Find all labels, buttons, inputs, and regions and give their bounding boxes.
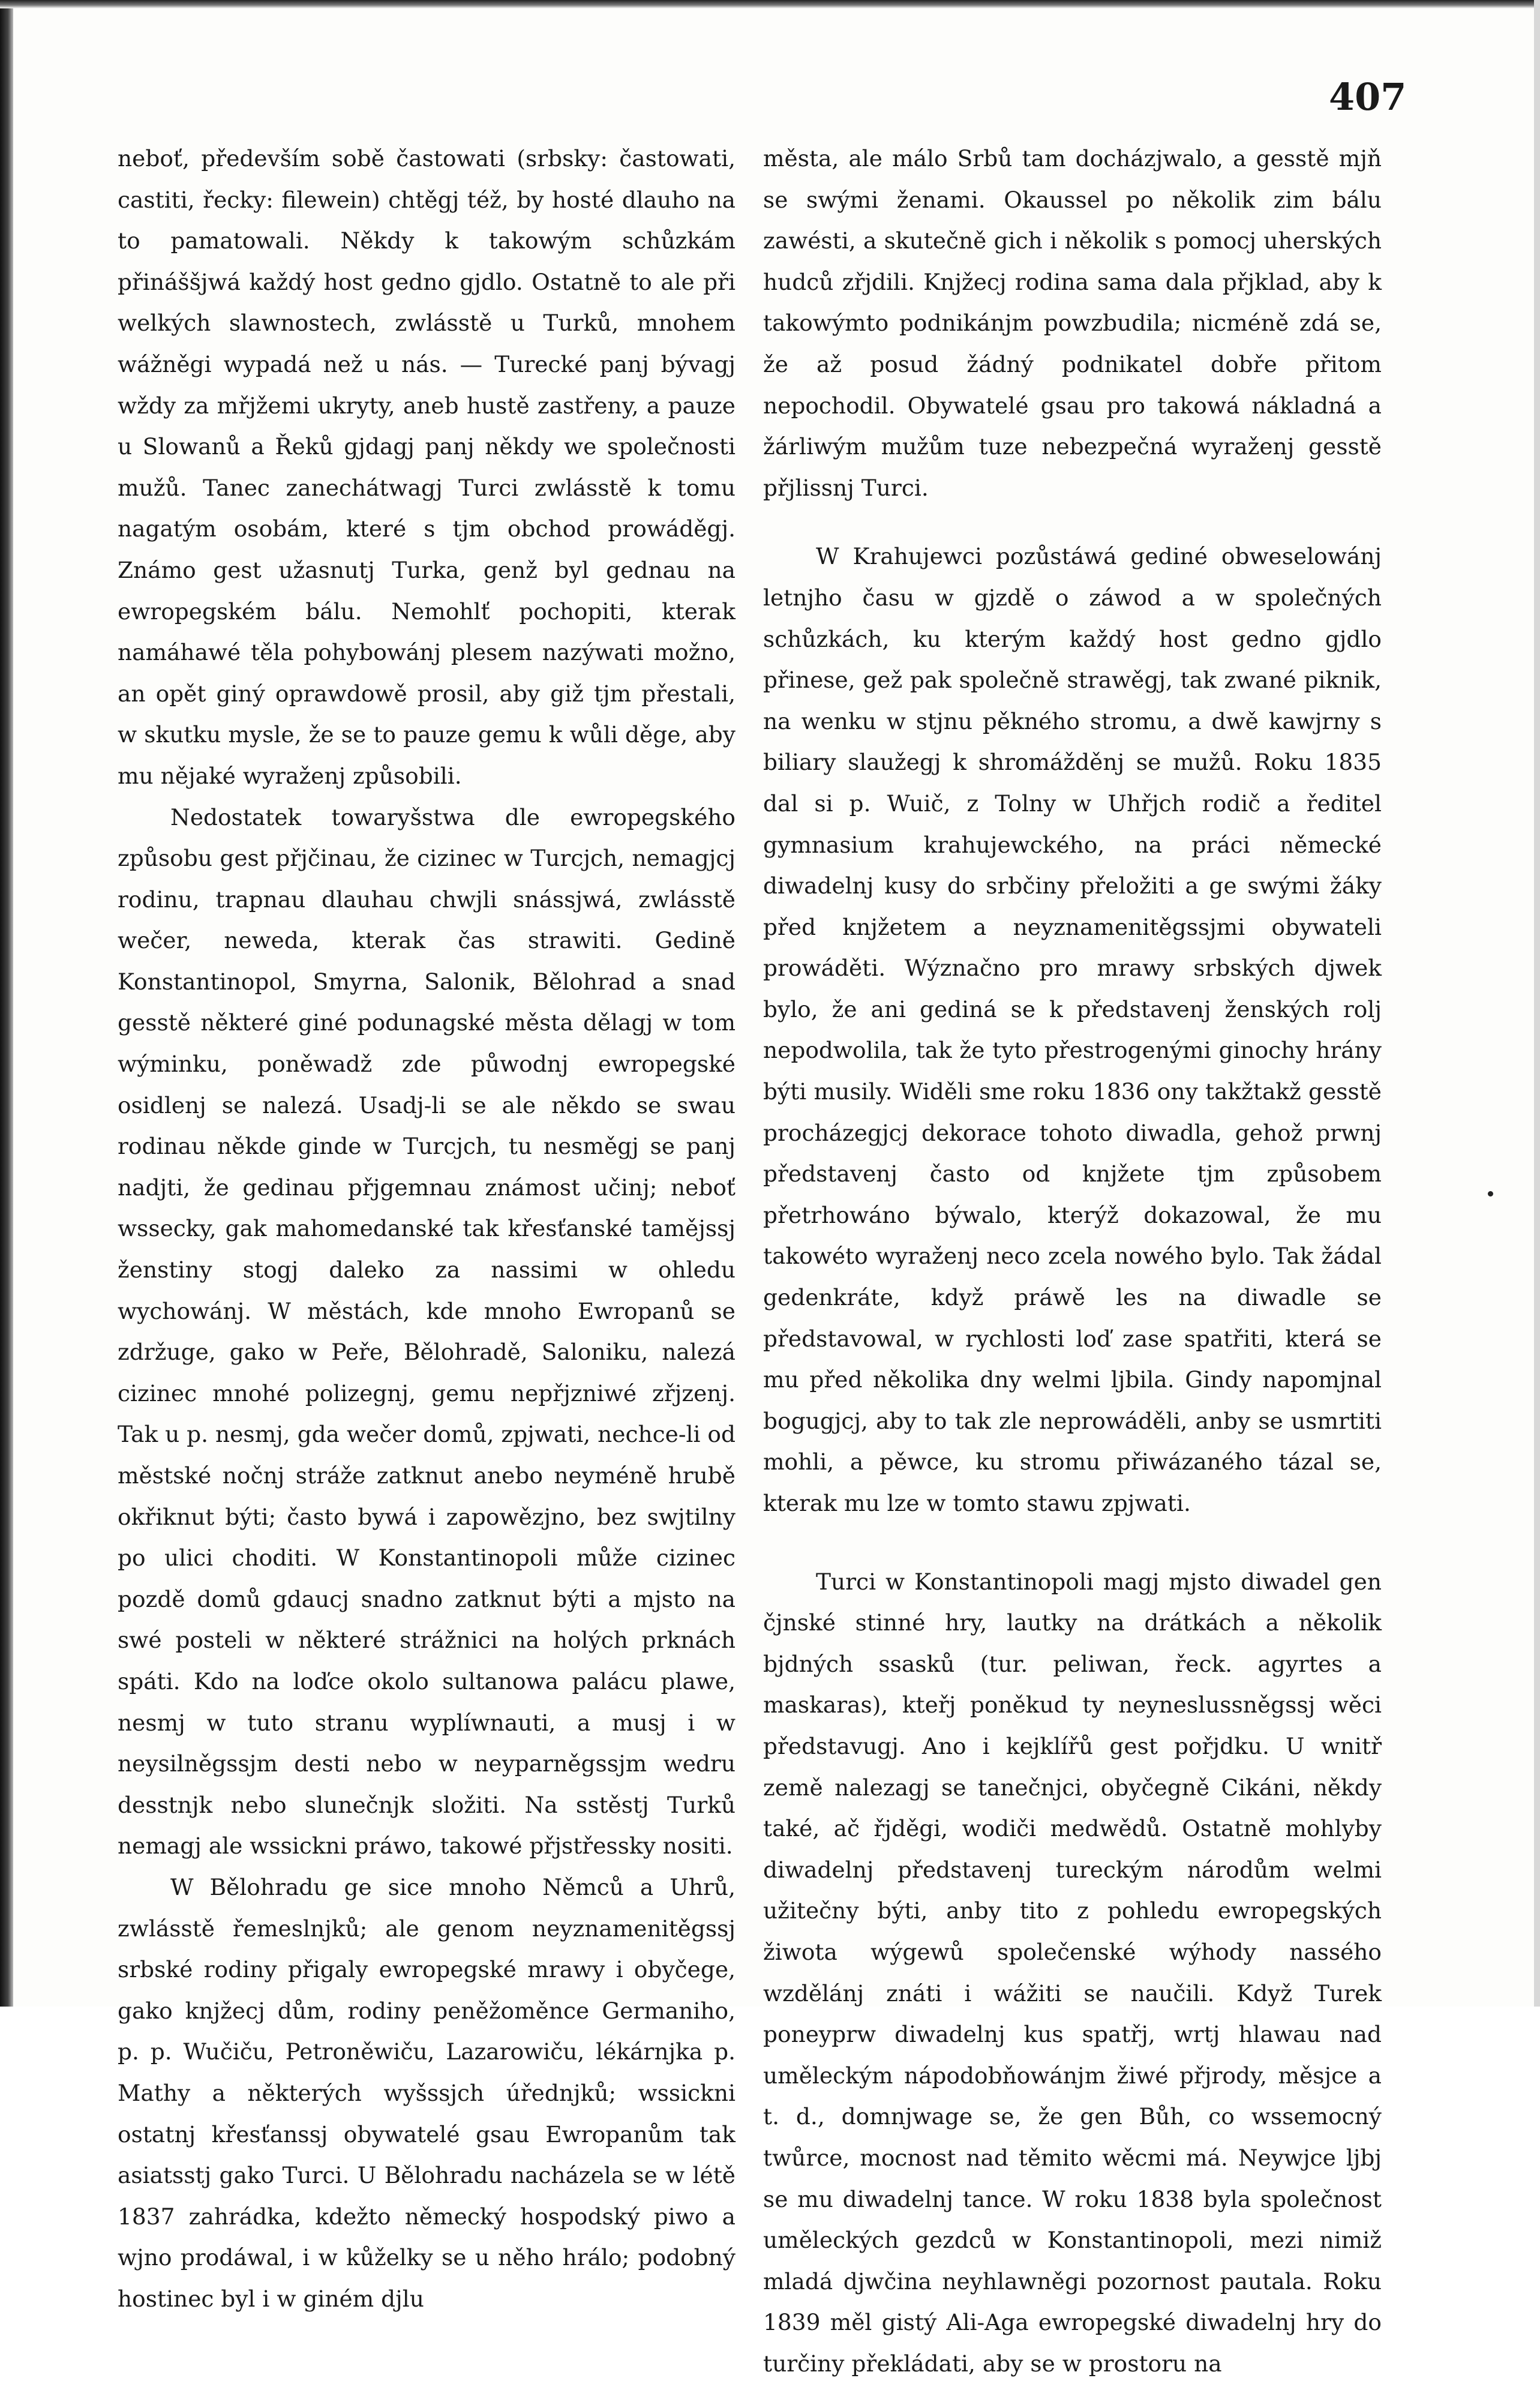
paragraph: Nedostatek towaryšstwa dle ewropegského způsobu gest přjčinau, že cizinec w Turcjch, nemagjcj rodinu, trapnau dlauhau chwjli snássjwá, zwlásstě wečer, neweda, kterak čas strawiti. Gedině Konstantinopol, Smyrna, Salonik, Bělohrad a snad gesstě některé giné podunagské města dělagj w tom wýminku, poněwadž zde půwodnj ewropegské osidlenj se nalezá. Usadj-li se ale někdo se swau rodinau někde ginde w Turcjch, tu nesměgj se panj nadjti, že gedinau přjgemnau známost učinj; neboť wssecky, gak mahomedanské tak křesťanské tamějssj ženstiny stogj daleko za nassimi w ohledu wychowánj. W městách, kde mnoho Ewropanů se zdržuge, gako w Peře, Bělohradě, Saloniku, nalezá cizinec mnohé polizegnj, gemu nepřjzniwé zřjzenj. Tak u p. nesmj, gda wečer domů, zpjwati, nechce-li od městské nočnj stráže zatknut anebo neyméně hrubě okřiknut býti; často bywá i zapowězjno, bez swjtilny po ulici choditi. W Konstantinopoli může cizinec pozdě domů gdaucj snadno zatknut býti a mjsto na swé posteli w některé strážnici na holých prknách spáti. Kdo na loďce okolo sultanowa palácu plawe, nesmj w tuto stranu wyplíwnauti, a musj i w neysilněgssjm desti nebo w neyparněgssjm wedru desstnjk nebo slunečnjk složiti. Na sstěstj Turků nemagj ale wssickni práwo, takowé přjstřessky nositi. bbox=[118, 803, 736, 1860]
paragraph: neboť, především sobě častowati (srbsky: častowati, castiti, řecky: filewein) chtěgj též, by hosté dlauho na to pamatowali. Někdy k takowým schůzkám přináššjwá každý host gedno gjdlo. Ostatně to ale při welkých slawnostech, zwlásstě u Turků, mnohem wážněgi wypadá než u nás. — Turecké panj bývagj wždy za mřjžemi ukryty, aneb hustě zastřeny, a pauze u Slowanů a Řeků gjdagj panj někdy we společnosti mužů. Tanec zanechátwagj Turci zwlásstě k tomu nagatým osobám, které s tjm obchod prowáděgj. Známo gest užasnutj Turka, genž byl gednau na ewropegském bálu. Nemohlť pochopiti, kterak namáhawé těla pohybowánj plesem nazýwati možno, an opět giný oprawdowě prosil, aby giž tjm přestali, w skutku mysle, že se to pauze gemu k wůli děge, aby mu nějaké wyraženj způsobili. bbox=[118, 145, 736, 789]
page-number: 407 bbox=[1329, 75, 1407, 119]
paragraph: města, ale málo Srbů tam docházjwalo, a gesstě mjň se swými ženami. Okaussel po několik zim bálu zawésti, a skutečně gich i několik s pomocj uherských hudců zřjdili. Knjžecj rodina sama dala přjklad, aby k takowýmto podnikánjm powzbudila; nicméně zdá se, že až posud žádný podnikatel dobře přitom nepochodil. Obywatelé gsau pro takowá nákladná a žárliwým mužům tuze nebezpečná wyraženj gesstě přjlissnj Turci. bbox=[763, 145, 1382, 501]
page-left-shadow bbox=[0, 0, 13, 2007]
page-top-shadow bbox=[0, 0, 1540, 8]
paragraph: W Krahujewci pozůstáwá gediné obweselowánj letnjho času w gjzdě o záwod a w společných schůzkách, ku kterým každý host gedno gjdlo přinese, gež pak společně strawěgj, tak zwané piknik, na wenku w stjnu pěkného stromu, a dwě kawjrny s biliary slaužegj k shromážděnj se mužů. Roku 1835 dal si p. Wuič, z Tolny w Uhřjch rodič a ředitel gymnasium krahujewckého, na práci německé diwadelnj kusy do srbčiny přeložiti a ge swými žáky před knjžetem a neyznamenitěgssjmi obywateli prowáděti. Wýznačno pro mrawy srbských djwek bylo, že ani gediná se k představenj ženských rolj nepodwolila, tak že tyto přestrogenými ginochy hrány býti musily. Widěli sme roku 1836 ony takžtakž gesstě procházegjcj dekorace tohoto diwadla, gehož prwnj představenj často od knjžete tjm způsobem přetrhowáno býwalo, kterýž dokazowal, že mu takowéto wyraženj neco zcela nowého bylo. Tak žádal gedenkráte, když práwě les na diwadle se představowal, w rychlosti loď zase spatřiti, která se mu před několika dny welmi ljbila. Gindy napomjnal bogugjcj, aby to tak zle neprowáděli, anby se usmrtiti mohli, a pěwce, ku stromu přiwázaného tázal se, kterak mu lze w tomto stawu zpjwati. bbox=[763, 543, 1382, 1516]
right-column bbox=[763, 138, 1382, 2384]
ink-dot bbox=[1488, 1191, 1493, 1197]
left-column bbox=[118, 138, 736, 2319]
page-right-border bbox=[1534, 0, 1540, 2007]
paragraph: W Bělohradu ge sice mnoho Němců a Uhrů, zwlásstě řemeslnjků; ale genom neyznamenitěgssj srbské rodiny přigaly ewropegské mrawy i obyčege, gako knjžecj dům, rodiny peněžoměnce Germaniho, p. p. Wučiču, Petroněwiču, Lazarowiču, lékárnjka p. Mathy a některých wyšssjch úřednjků; wssickni ostatnj křesťanssj obywatelé gsau Ewropanům tak asiatsstj gako Turci. U Bělohradu nacházela se w létě 1837 zahrádka, kdežto německý hospodský piwo a wjno prodáwal, i w kůželky se u něho hrálo; podobný hostinec byl i w giném djlu bbox=[118, 1873, 736, 2312]
paragraph: Turci w Konstantinopoli magj mjsto diwadel gen čjnské stinné hry, lautky na drátkách a několik bjdných ssasků (tur. peliwan, řeck. agyrtes a maskaras), kteřj poněkud ty neyneslussněgssj wěci představugj. Ano i kejklířů gest pořjdku. U wnitř země nalezagj se tanečnjci, obyčegně Cikáni, někdy také, ač řjděgi, wodiči medwědů. Ostatně mohlyby diwadelnj představenj tureckým národům welmi užitečny býti, anby tito z pohledu ewropegských žiwota wýgewů společenské wýhody nassého wzdělánj znáti i wážiti se naučili. Když Turek poneyprw diwadelnj kus spatřj, wrtj hlawau nad uměleckým nápodobňowánjm žiwé přjrody, měsjce a t. d., domnjwage se, že gen Bůh, co wssemocný twůrce, mocnost nad těmito wěcmi má. Neywjce ljbj se mu diwadelnj tance. W roku 1838 byla společnost uměleckých gezdců w Konstantinopoli, mezi nimiž mladá djwčina neyhlawněgi pozornost pautala. Roku 1839 měl gistý Ali-Aga ewropegské diwadelnj hry do turčiny překládati, aby se w prostoru na bbox=[763, 1568, 1382, 2377]
